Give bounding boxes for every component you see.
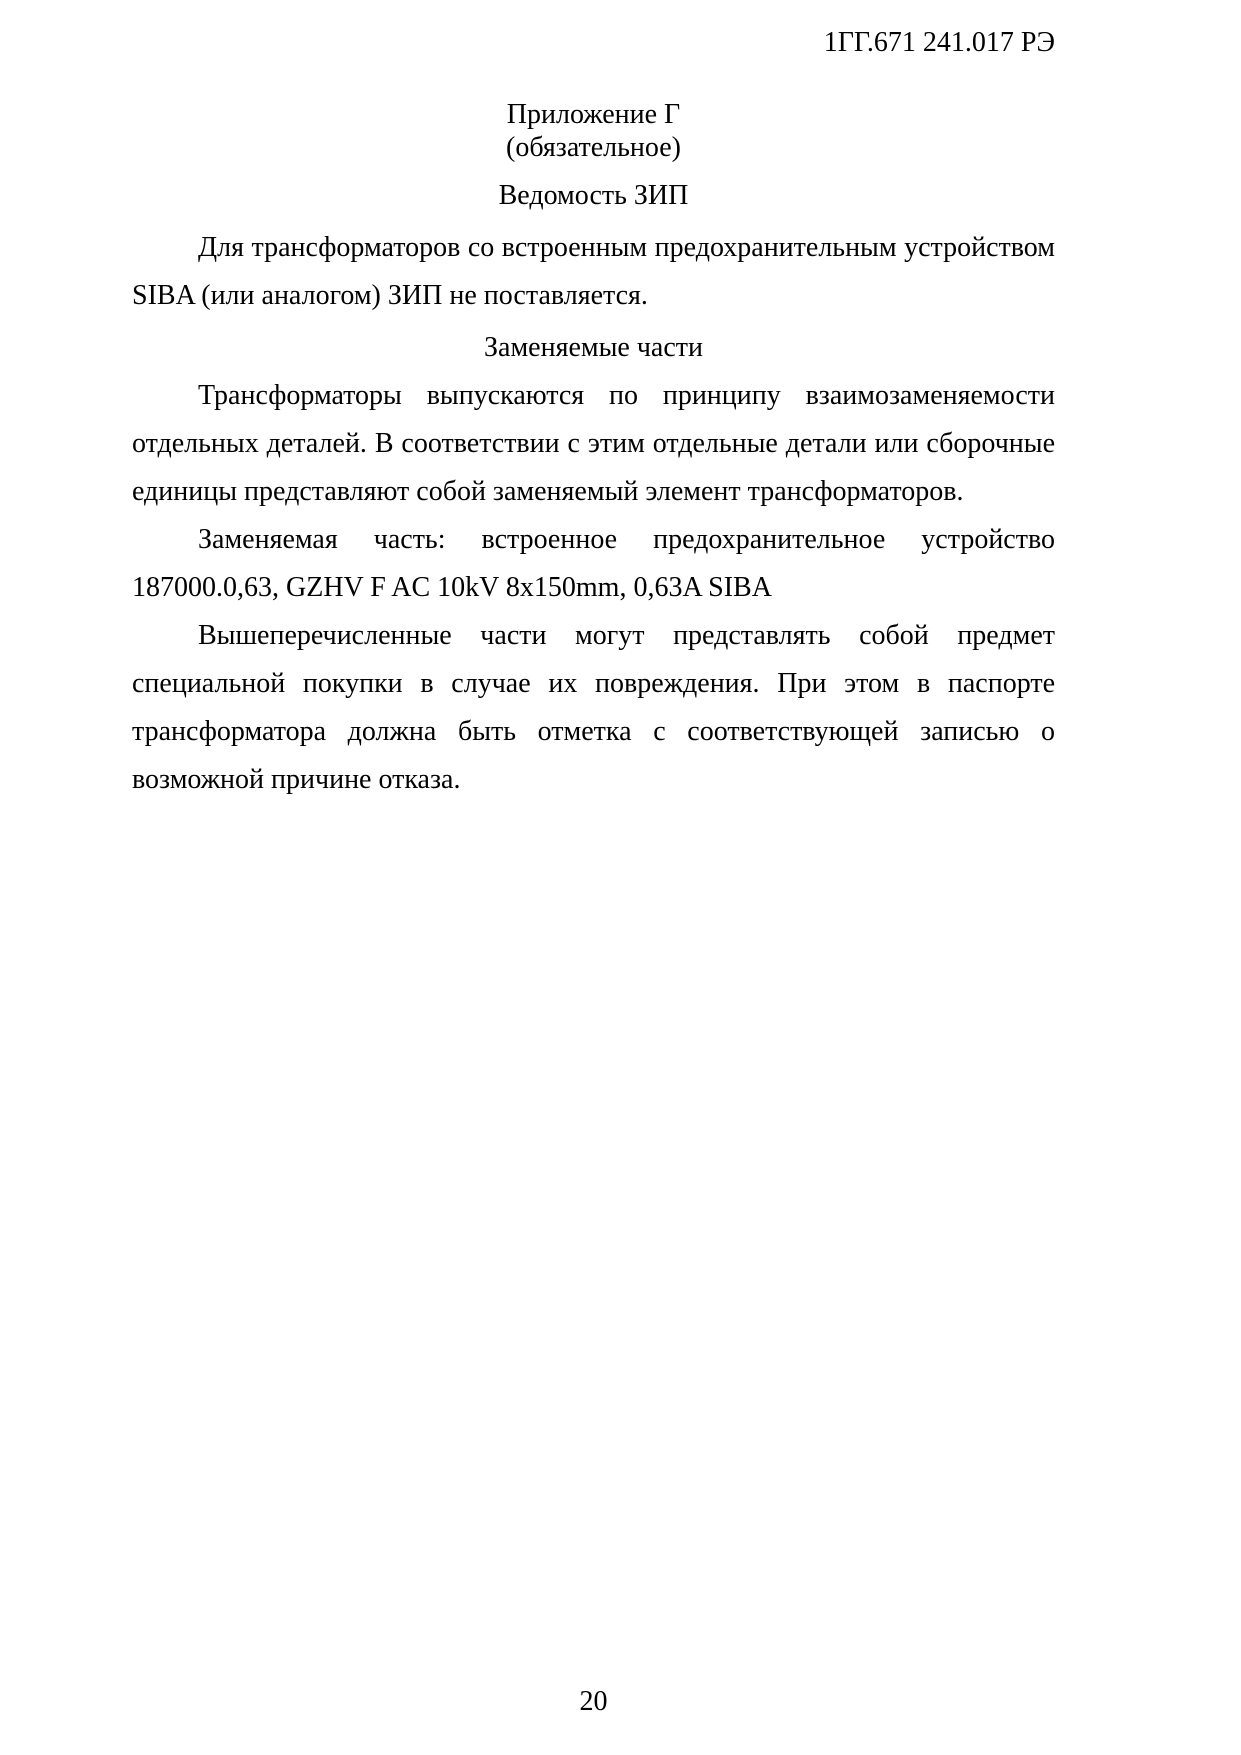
paragraph-intro: Для трансформаторов со встроенным предохранительным устройством SIBA (или аналогом) ЗИП не поставляется. bbox=[132, 232, 1055, 312]
appendix-name: Ведомость ЗИП bbox=[498, 179, 689, 211]
page-number: 20 bbox=[579, 1686, 608, 1718]
paragraph-replaceable-3: Вышеперечисленные части могут представлять собой предмет специальной покупки в случае их повреждения. При этом в паспорте трансформатора должна быть отметка с соответствующей записью о возможной причине отказа. bbox=[132, 620, 1055, 796]
appendix-title: Приложение Г bbox=[506, 98, 681, 130]
appendix-heading bbox=[132, 98, 1055, 165]
appendix-type: (обязательное) bbox=[506, 132, 681, 164]
document-code: 1ГГ.671 241.017 РЭ bbox=[823, 27, 1055, 58]
paragraph-replaceable-2: Заменяемая часть: встроенное предохранительное устройство 187000.0,63, GZHV F AC 10kV 8x150mm, 0,63A SIBA bbox=[132, 524, 1055, 604]
page-content bbox=[0, 0, 1241, 804]
section-heading: Заменяемые части bbox=[483, 332, 703, 364]
paragraph-replaceable-1: Трансформаторы выпускаются по принципу взаимозаменяемости отдельных деталей. В соответствии с этим отдельные детали или сборочные единицы представляют собой заменяемый элемент трансформаторов. bbox=[132, 380, 1055, 508]
